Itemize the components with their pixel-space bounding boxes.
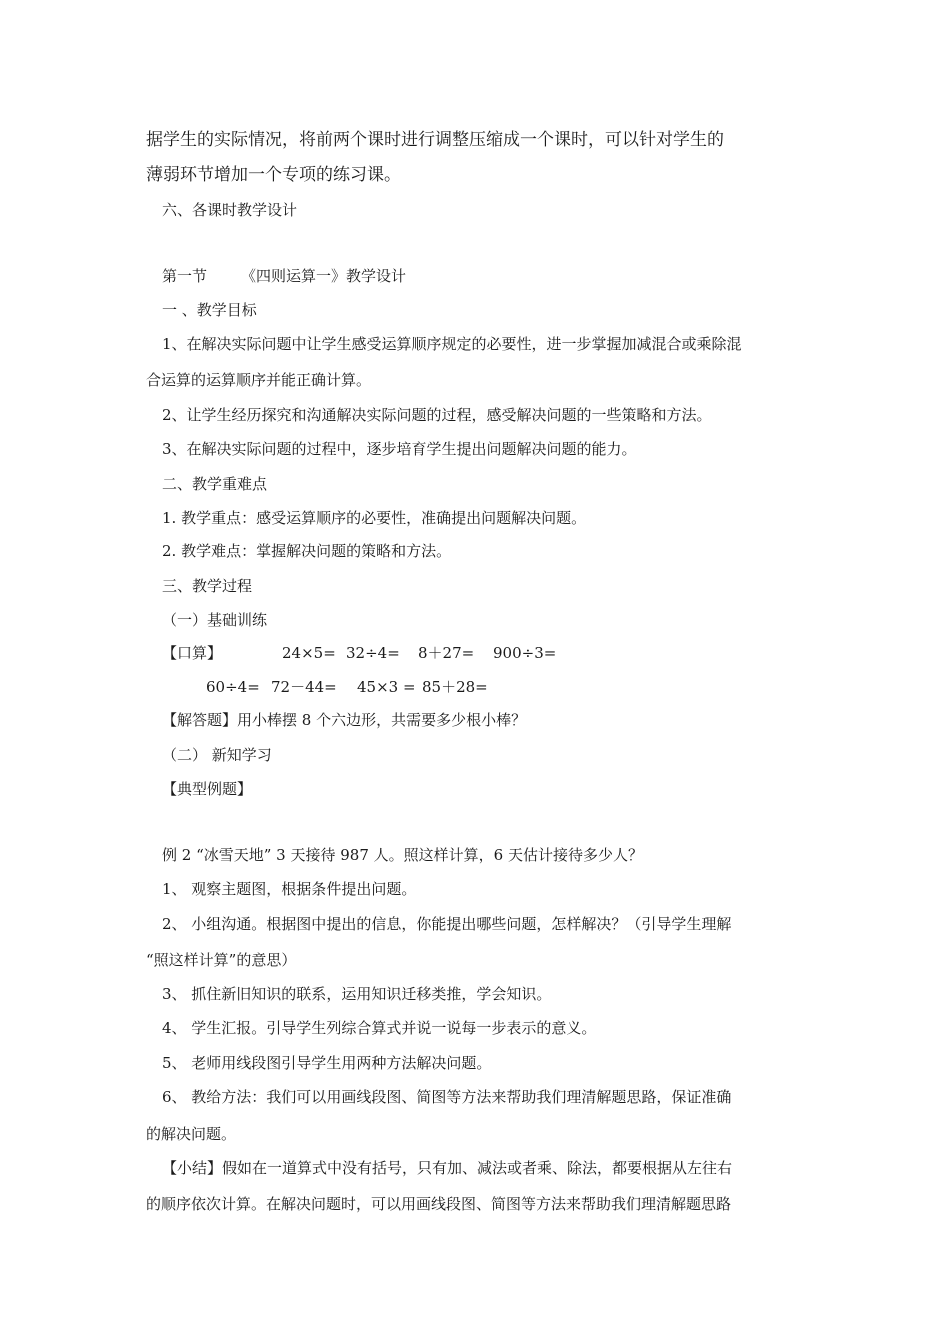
- key-point-1: 1. 教学重点：感受运算顺序的必要性，准确提出问题解决问题。: [162, 509, 587, 527]
- oral-item-2: 32÷4=: [346, 644, 400, 662]
- key-points-heading: 二、教学重难点: [162, 475, 268, 493]
- lesson-name: 《四则运算一》教学设计: [241, 267, 407, 285]
- oral-item-7: 45×3 =: [357, 678, 416, 696]
- oral-item-5: 60÷4=: [206, 678, 260, 696]
- step-1: 1、 观察主题图，根据条件提出问题。: [162, 880, 417, 898]
- goal-2: 2、让学生经历探究和沟通解决实际问题的过程，感受解决问题的一些策略和方法。: [162, 406, 712, 424]
- goals-heading: 一 、教学目标: [162, 301, 257, 319]
- lesson-number: 第一节: [162, 267, 208, 285]
- oral-item-1: 24×5=: [282, 644, 336, 662]
- answer-problem: 【解答题】用小棒摆 8 个六边形，共需要多少根小棒？: [162, 711, 527, 729]
- section-heading: 六、各课时教学设计: [162, 201, 298, 219]
- step-2-line-1: 2、 小组沟通。根据图中提出的信息，你能提出哪些问题，怎样解决？（引导学生理解: [162, 915, 732, 933]
- oral-item-3: 8＋27=: [418, 644, 475, 662]
- new-knowledge-heading: （二） 新知学习: [162, 746, 272, 764]
- step-5: 5、 老师用线段图引导学生用两种方法解决问题。: [162, 1054, 492, 1072]
- goal-1-line-1: 1、在解决实际问题中让学生感受运算顺序规定的必要性，进一步掌握加减混合或乘除混: [162, 335, 742, 353]
- goal-3: 3、在解决实际问题的过程中，逐步培育学生提出问题解决问题的能力。: [162, 440, 637, 458]
- example-2: 例 2 “冰雪天地” 3 天接待 987 人。照这样计算，6 天估计接待多少人？: [162, 846, 643, 864]
- key-point-2: 2. 教学难点：掌握解决问题的策略和方法。: [162, 542, 452, 560]
- oral-item-8: 85＋28=: [422, 678, 488, 696]
- intro-line-1: 据学生的实际情况，将前两个课时进行调整压缩成一个课时，可以针对学生的: [146, 130, 724, 150]
- lesson-title: [162, 266, 406, 286]
- step-6-line-2: 的解决问题。: [146, 1125, 237, 1143]
- oral-item-4: 900÷3=: [493, 644, 557, 662]
- oral-item-6: 72－44=: [271, 678, 337, 696]
- summary-line-2: 的顺序依次计算。在解决问题时，可以用画线段图、简图等方法来帮助我们理清解题思路: [146, 1195, 732, 1213]
- example-label: 【典型例题】: [162, 780, 253, 798]
- step-2-line-2: “照这样计算”的意思）: [146, 951, 297, 969]
- goal-1-line-2: 合运算的运算顺序并能正确计算。: [146, 371, 372, 389]
- step-4: 4、 学生汇报。引导学生列综合算式并说一说每一步表示的意义。: [162, 1019, 597, 1037]
- step-3: 3、 抓住新旧知识的联系，运用知识迁移类推，学会知识。: [162, 985, 552, 1003]
- intro-line-2: 薄弱环节增加一个专项的练习课。: [146, 165, 401, 185]
- summary-line-1: 【小结】假如在一道算式中没有括号，只有加、减法或者乘、除法，都要根据从左往右: [162, 1159, 733, 1177]
- oral-label: 【口算】: [162, 644, 223, 662]
- step-6-line-1: 6、 教给方法：我们可以用画线段图、简图等方法来帮助我们理清解题思路，保证准确: [162, 1088, 732, 1106]
- basic-training-heading: （一）基础训练: [162, 611, 268, 629]
- process-heading: 三、教学过程: [162, 577, 253, 595]
